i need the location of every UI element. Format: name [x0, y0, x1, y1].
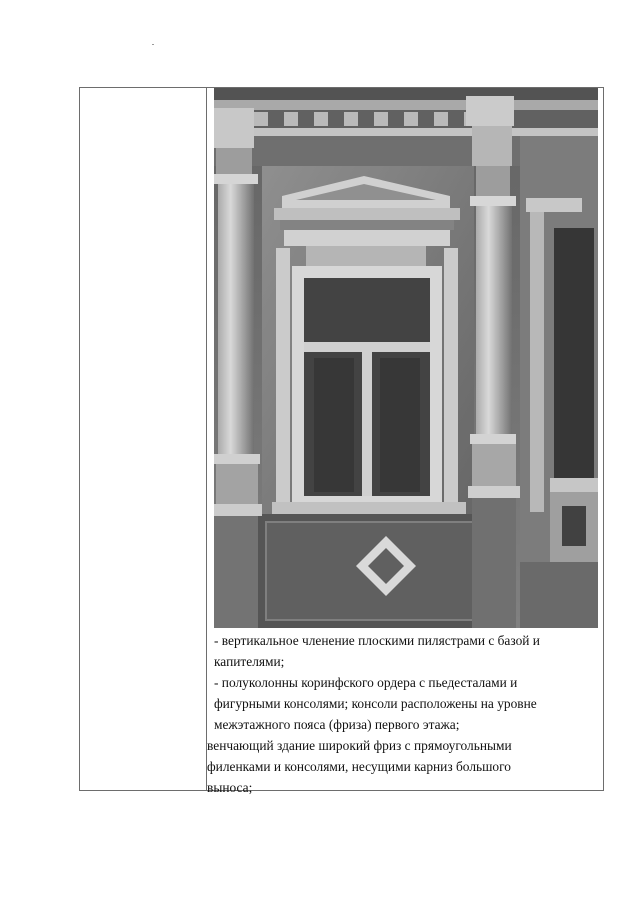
empty-label-cell — [80, 88, 207, 790]
paragraph-pilasters — [207, 630, 601, 672]
content-cell — [207, 88, 603, 795]
paragraph-semi-columns — [207, 672, 601, 735]
line: межэтажного пояса (фриза) первого этажа; — [214, 717, 460, 732]
line: - полуколонны коринфского ордера с пьедесталами и — [214, 675, 518, 690]
line: капителями; — [214, 654, 285, 669]
line: выноса; — [207, 780, 253, 795]
document-table — [79, 87, 604, 795]
facade-window-photo — [214, 88, 598, 628]
line: - вертикальное членение плоскими пилястрами с базой и — [214, 633, 540, 648]
line: венчающий здание широкий фриз с прямоугольными — [207, 738, 512, 753]
paragraph-frieze — [207, 735, 601, 798]
line: фигурными консолями; консоли расположены на уровне — [214, 696, 537, 711]
line: филенками и консолями, несущими карниз большого — [207, 759, 511, 774]
description-text — [207, 630, 601, 798]
scan-speck — [152, 44, 154, 45]
